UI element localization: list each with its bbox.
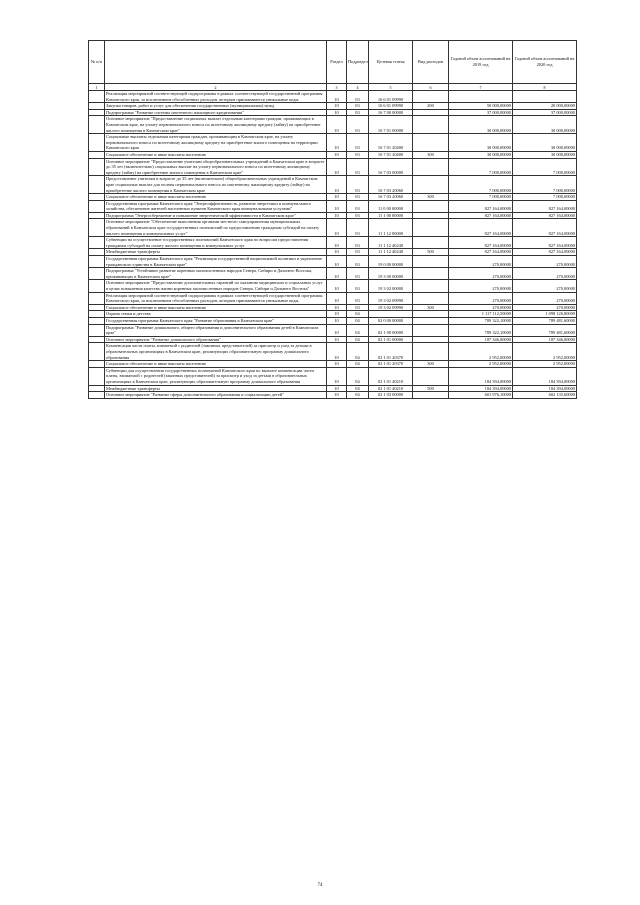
cell-expense-type: 300 [413,361,449,368]
cell-num [89,336,105,343]
cell-subsection: 03 [347,268,369,280]
cell-vol2019: 601 976,10000 [449,392,513,399]
cell-expense-type [413,212,449,219]
page-number: 74 [317,883,323,888]
cell-num [89,219,105,237]
cell-vol2019: 827 164,00000 [449,212,513,219]
cell-name: Социальное обеспечение и иные выплаты населению [105,361,327,368]
cell-vol2020: 184 394,00000 [513,367,577,385]
cell-num [89,317,105,324]
cell-vol2019: 1 117 112,50000 [449,311,513,318]
cell-name: Подпрограмма "Энергосбережение и повышение энергетической эффективности в Камчатском крае" [105,212,327,219]
cell-num [89,385,105,392]
cell-expense-type [413,237,449,249]
cell-target: 11 1 12 40240 [369,237,413,249]
cell-vol2020: 37 000,00000 [513,109,577,116]
cell-expense-type: 300 [413,194,449,201]
cell-vol2020: 789 481,60000 [513,324,577,336]
column-numbers-row [89,84,577,91]
cell-vol2020: 827 164,00000 [513,219,577,237]
header-expense-type: Вид расходов [413,41,449,84]
header-target: Целевая статья [369,41,413,84]
cell-vol2019: 789 322,10000 [449,324,513,336]
cell-section: 10 [327,109,347,116]
cell-num [89,109,105,116]
cell-name: Основное мероприятие "Обеспечение выполнения органами местного самоуправления муниципальных образований в Камчатском крае государственных полномочий по предоставлению гражданам субсидий на оплату жилого помещения и коммунальных услуг" [105,219,327,237]
cell-target: 16 7 01 00000 [369,116,413,134]
cell-vol2019: 827 164,00000 [449,219,513,237]
cell-expense-type [413,343,449,361]
cell-vol2020: 2 952,00000 [513,343,577,361]
cell-num [89,392,105,399]
cell-vol2020: 270,00000 [513,256,577,268]
column-number: 6 [413,84,449,91]
cell-target: 11 1 00 00000 [369,212,413,219]
cell-target: 11 1 12 00000 [369,219,413,237]
cell-target: 02 0 00 00000 [369,317,413,324]
cell-num [89,256,105,268]
cell-vol2020: 187 346,00000 [513,336,577,343]
cell-vol2019: 789 322,10000 [449,317,513,324]
cell-name: Государственная программа Камчатского края "Развитие образования в Камчатском крае" [105,317,327,324]
cell-subsection: 03 [347,134,369,152]
cell-section: 10 [327,392,347,399]
cell-num [89,280,105,292]
cell-subsection: 03 [347,91,369,103]
cell-subsection: 03 [347,109,369,116]
table-row [89,194,577,201]
cell-vol2019: 7 000,00000 [449,176,513,194]
cell-vol2020 [513,91,577,103]
cell-vol2019: 270,00000 [449,304,513,311]
column-number: 2 [105,84,327,91]
cell-section: 10 [327,212,347,219]
cell-expense-type [413,158,449,176]
cell-subsection: 03 [347,176,369,194]
cell-expense-type [413,317,449,324]
table-row [89,200,577,212]
cell-target: 02 1 01 00000 [369,336,413,343]
column-number: 7 [449,84,513,91]
header-section: Раздел [327,41,347,84]
cell-name: Подпрограмма "Развитие дошкольного, общего образования и дополнительного образования детей в Камчатском крае" [105,324,327,336]
cell-section: 10 [327,361,347,368]
column-number: 1 [89,84,105,91]
cell-subsection: 03 [347,194,369,201]
cell-expense-type [413,256,449,268]
cell-vol2020: 602 135,60000 [513,392,577,399]
cell-vol2020: 270,00000 [513,304,577,311]
cell-subsection: 03 [347,219,369,237]
cell-vol2020: 1 098 126,80000 [513,311,577,318]
cell-section: 10 [327,237,347,249]
cell-section: 10 [327,151,347,158]
cell-vol2019: 270,00000 [449,268,513,280]
cell-subsection: 03 [347,116,369,134]
cell-vol2019 [449,91,513,103]
cell-subsection: 03 [347,200,369,212]
cell-name: Основное мероприятие "Предоставление дополнительных гарантий по оказанию медицинских и социальных услуг в целях повышения качества жизни коренных малочисленных народов Севера, Сибири и Дальнего Востока" [105,280,327,292]
cell-section: 10 [327,367,347,385]
cell-subsection: 03 [347,256,369,268]
cell-section: 10 [327,317,347,324]
table-row [89,324,577,336]
cell-name: Основное мероприятие "Предоставление учителям общеобразовательных учреждений в Камчатском крае в возрасте до 35 лет (включительно) социальных выплат на уплату первоначального взноса по ипотечному жилищному кредиту (займу) на приобретение жилого помещения в Камчатском крае" [106,158,325,175]
cell-expense-type: 300 [413,151,449,158]
header-subsection: Подраздел [347,41,369,84]
cell-section: 10 [327,249,347,256]
cell-name: Предоставление учителям в возрасте до 35 лет (включительно) общеобразовательных учреждений в Камчатском крае социальных выплат для оплаты первоначального взноса по ипотечному жилищному кредиту (займу) на приобретение жилого помещения в Камчатском крае [105,176,327,194]
table-row [89,151,577,158]
cell-name: Основное мероприятие "Развитие дошкольного образования" [105,336,327,343]
header-num: № п/п [89,41,105,84]
cell-name: Государственная программа Камчатского края "Реализация государственной национальной политики и укрепление гражданского единства в Камчатском крае" [105,256,327,268]
table-row [89,103,577,110]
cell-section: 10 [327,176,347,194]
cell-target: 16 7 03 20060 [369,176,413,194]
cell-num [89,268,105,280]
table-header-row [89,41,577,84]
cell-expense-type: 500 [413,385,449,392]
cell-vol2020: 184 394,00000 [513,385,577,392]
cell-expense-type [413,367,449,385]
cell-name: Реализация мероприятий соответствующей подпрограммы в рамках соответствующей государственной программы Камчатского края, за исключением обособленных расходов, которым присваиваются уникальные коды [105,292,327,304]
cell-section: 10 [327,256,347,268]
cell-target: 02 1 01 40210 [369,367,413,385]
table-row [89,176,577,194]
cell-name: Компенсация части платы, взимаемой с родителей (законных представителей) за присмотр и уход за детьми в образовательных организациях в Камчатском крае, реализующих образовательную программу дошкольного образования [105,343,327,361]
cell-num [89,304,105,311]
cell-target: 16 6 01 09990 [369,91,413,103]
cell-name: Социальное обеспечение и иные выплаты населению [105,304,327,311]
column-number: 5 [369,84,413,91]
cell-subsection: 03 [347,212,369,219]
cell-section: 10 [327,385,347,392]
cell-expense-type [413,219,449,237]
header-vol2020: Годовой объем ассигнований на 2020 год [513,41,577,84]
table-row [89,317,577,324]
cell-target: 16 6 01 09990 [369,103,413,110]
cell-vol2020: 7 000,00000 [513,194,577,201]
budget-table [88,40,577,399]
table-row [89,134,577,152]
cell-vol2019: 270,00000 [449,280,513,292]
cell-subsection: 03 [347,292,369,304]
cell-target: 16 7 03 00000 [369,158,413,176]
cell-target: 02 1 01 20370 [369,361,413,368]
cell-section: 10 [327,158,347,176]
cell-name: Реализация мероприятий соответствующей подпрограммы в рамках соответствующей государственной программы Камчатского края, за исключением обособленных расходов, которым присваиваются уникальные коды [105,91,327,103]
cell-vol2020: 270,00000 [513,268,577,280]
cell-expense-type: 200 [413,103,449,110]
cell-subsection: 04 [347,343,369,361]
cell-expense-type: 300 [413,304,449,311]
header-vol2019: Годовой объем ассигнований на 2019 год [449,41,513,84]
cell-vol2020: 789 481,60000 [513,317,577,324]
cell-vol2019: 270,00000 [449,292,513,304]
budget-table-sheet [88,40,576,399]
cell-target: 16 7 01 20400 [369,151,413,158]
cell-num [89,176,105,194]
cell-target: 02 1 00 00000 [369,324,413,336]
cell-name: Закупка товаров, работ и услуг для обеспечения государственных (муниципальных) нужд [105,103,327,110]
cell-subsection: 03 [347,151,369,158]
cell-section: 10 [327,336,347,343]
cell-expense-type [413,336,449,343]
table-row [89,385,577,392]
cell-vol2020: 30 000,00000 [513,151,577,158]
cell-subsection: 03 [347,280,369,292]
cell-section: 10 [327,134,347,152]
cell-expense-type [413,268,449,280]
table-row [89,292,577,304]
cell-target: 16 7 00 00000 [369,109,413,116]
cell-target: 19 3 00 00000 [369,268,413,280]
cell-vol2019: 30 000,00000 [449,151,513,158]
cell-name: Социальное обеспечение и иные выплаты населению [105,151,327,158]
cell-num [89,151,105,158]
table-row [89,116,577,134]
cell-section: 10 [327,194,347,201]
column-number: 4 [347,84,369,91]
cell-subsection: 03 [347,304,369,311]
cell-subsection: 04 [347,367,369,385]
cell-subsection: 03 [347,237,369,249]
cell-expense-type [413,324,449,336]
cell-section: 10 [327,343,347,361]
cell-num [89,212,105,219]
table-row [89,249,577,256]
cell-target: 02 1 03 00000 [369,392,413,399]
table-row [89,219,577,237]
cell-vol2020: 7 000,00000 [513,176,577,194]
table-row [89,280,577,292]
cell-vol2019: 184 394,00000 [449,385,513,392]
cell-vol2019: 7 000,00000 [449,194,513,201]
cell-target: 19 3 02 00000 [369,280,413,292]
cell-vol2020: 270,00000 [513,292,577,304]
cell-section: 10 [327,324,347,336]
cell-name: Субвенции на осуществление государственных полномочий Камчатского края по вопросам предоставления гражданам субсидий на оплату жилого помещения и коммунальных услуг [105,237,327,249]
table-row [89,268,577,280]
cell-num [89,367,105,385]
cell-target: 02 1 01 40210 [369,385,413,392]
cell-num [89,134,105,152]
table-row [89,343,577,361]
cell-name: Охрана семьи и детства [105,311,327,318]
cell-vol2020: 827 164,00000 [513,249,577,256]
cell-name: Межбюджетные трансферты [105,249,327,256]
cell-num [89,343,105,361]
cell-name: Подпрограмма "Развитие системы ипотечного жилищного кредитования" [105,109,327,116]
cell-subsection: 03 [347,103,369,110]
cell-target: 19 3 02 09990 [369,304,413,311]
cell-subsection: 04 [347,336,369,343]
cell-subsection: 04 [347,392,369,399]
cell-name: Субвенции для осуществления государственных полномочий Камчатского края по выплате компенсации части платы, взимаемой с родителей (законных представителей) за присмотр и уход за детьми в образовательных организациях в Камчатском крае, реализующих образовательную программу дошкольного образования [105,367,327,385]
table-row [89,392,577,399]
cell-name: Основное мероприятие "Предоставление социальных выплат отдельным категориям граждан, проживающих в Камчатском крае, на уплату первоначального взноса по ипотечному жилищному кредиту (займу) на приобретение жилого помещения в Камчатском крае" [105,116,327,134]
cell-expense-type [413,91,449,103]
cell-num [89,158,105,176]
cell-vol2020: 827 164,00000 [513,212,577,219]
cell-target: 11 0 00 00000 [369,200,413,212]
cell-target [369,311,413,318]
cell-section: 10 [327,116,347,134]
table-row [89,311,577,318]
cell-num [89,249,105,256]
table-row [89,91,577,103]
table-row [89,256,577,268]
cell-subsection: 04 [347,361,369,368]
cell-section: 10 [327,304,347,311]
cell-vol2019: 827 164,00000 [449,200,513,212]
cell-name: Подпрограмма "Устойчивое развитие коренных малочисленных народов Севера, Сибири и Дальнего Востока, проживающих в Камчатском крае" [105,268,327,280]
cell-expense-type [413,109,449,116]
cell-section: 10 [327,91,347,103]
cell-section: 10 [327,280,347,292]
cell-section: 10 [327,311,347,318]
table-body [89,91,577,399]
cell-vol2019: 7 000,00000 [449,158,513,176]
cell-vol2019: 184 394,00000 [449,367,513,385]
cell-target: 19 3 02 09990 [369,292,413,304]
cell-target: 02 1 01 20370 [369,343,413,361]
cell-section: 10 [327,219,347,237]
cell-expense-type [413,116,449,134]
cell-num [89,361,105,368]
table-row [89,158,577,176]
cell-section: 10 [327,292,347,304]
cell-num [89,91,105,103]
cell-vol2020: 20 000,00000 [513,103,577,110]
cell-vol2019: 50 000,00000 [449,103,513,110]
cell-vol2019: 2 952,00000 [449,343,513,361]
cell-num [89,292,105,304]
column-number: 8 [513,84,577,91]
cell-num [89,237,105,249]
column-number: 3 [327,84,347,91]
cell-section: 10 [327,268,347,280]
table-row [89,367,577,385]
cell-vol2020: 270,00000 [513,280,577,292]
cell-expense-type [413,292,449,304]
cell-subsection: 04 [347,385,369,392]
cell-expense-type [413,392,449,399]
cell-name: Социальное обеспечение и иные выплаты населению [105,194,327,201]
cell-subsection: 03 [347,158,369,176]
cell-vol2020: 30 000,00000 [513,134,577,152]
header-name [105,41,327,84]
cell-expense-type [413,176,449,194]
cell-vol2019: 270,00000 [449,256,513,268]
cell-expense-type [413,200,449,212]
cell-expense-type [413,134,449,152]
cell-expense-type [413,311,449,318]
cell-vol2019: 2 952,00000 [449,361,513,368]
cell-subsection: 04 [347,317,369,324]
cell-target: 16 7 03 20060 [369,194,413,201]
cell-vol2020: 827 164,00000 [513,237,577,249]
cell-vol2020: 7 000,00000 [513,158,577,176]
cell-vol2020: 2 952,00000 [513,361,577,368]
cell-expense-type: 500 [413,249,449,256]
cell-name: Социальные выплаты отдельным категориям граждан, проживающим в Камчатском крае, на уплату первоначального взноса по ипотечному жилищному кредиту на приобретение жилого помещения на территории Камчатского края [105,134,327,152]
cell-name: Государственная программа Камчатского края "Энергоэффективность, развитие энергетики и коммунального хозяйства, обеспечение жителей населенных пунктов Камчатского края коммунальными услугами" [105,200,327,212]
cell-name: Основное мероприятие "Развитие сферы дополнительного образования и социализации детей" [105,392,327,399]
cell-subsection: 04 [347,324,369,336]
cell-num [89,324,105,336]
table-row [89,212,577,219]
cell-section: 10 [327,103,347,110]
table-row [89,336,577,343]
cell-vol2019: 827 164,00000 [449,237,513,249]
cell-vol2020: 827 164,00000 [513,200,577,212]
table-row [89,304,577,311]
cell-vol2020: 30 000,00000 [513,116,577,134]
cell-vol2019: 187 346,00000 [449,336,513,343]
cell-target: 16 7 01 20400 [369,134,413,152]
cell-subsection: 03 [347,249,369,256]
cell-vol2019: 37 000,00000 [449,109,513,116]
cell-target: 19 0 00 00000 [369,256,413,268]
cell-num [89,194,105,201]
cell-subsection: 04 [347,311,369,318]
cell-expense-type [413,280,449,292]
cell-vol2019: 30 000,00000 [449,134,513,152]
cell-vol2019: 30 000,00000 [449,116,513,134]
table-row [89,237,577,249]
cell-vol2019: 827 164,00000 [449,249,513,256]
table-row [89,361,577,368]
cell-num [89,116,105,134]
cell-num [89,311,105,318]
cell-num [89,200,105,212]
table-row [89,109,577,116]
cell-section: 10 [327,200,347,212]
cell-target: 11 1 12 40240 [369,249,413,256]
cell-num [89,103,105,110]
cell-name: Межбюджетные трансферты [105,385,327,392]
